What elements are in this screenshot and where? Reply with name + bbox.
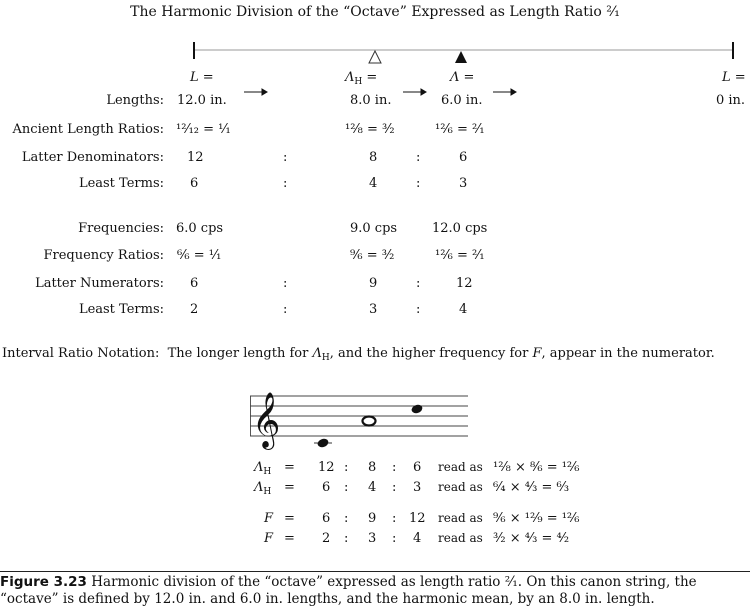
ratio-cell: = bbox=[362, 70, 378, 85]
length-value-3: 6.0 in. bbox=[441, 93, 483, 108]
ratio-cell: L = bbox=[190, 70, 214, 85]
ratio-cell: : bbox=[392, 511, 397, 526]
colon: : bbox=[416, 302, 421, 317]
ancient-ratio-1: ¹²⁄₁₂ = ¹⁄₁ bbox=[176, 122, 231, 137]
colon: : bbox=[283, 150, 288, 165]
treble-clef-icon: 𝄞 bbox=[252, 392, 281, 448]
frequency-2: 9.0 cps bbox=[350, 221, 398, 236]
ratio-cell: 2 bbox=[322, 531, 331, 546]
figure-number: Figure 3.23 bbox=[0, 574, 87, 590]
ratio-cell: : bbox=[344, 480, 349, 495]
least-term-2: 3 bbox=[369, 302, 378, 317]
ratio-cell: : bbox=[392, 531, 397, 546]
figure-caption bbox=[0, 574, 746, 608]
frequency-1: 6.0 cps bbox=[176, 221, 224, 236]
music-staff bbox=[250, 390, 470, 456]
ratio-cell: : bbox=[392, 480, 397, 495]
ratio-cell: : bbox=[344, 511, 349, 526]
latter-denominator-3: 6 bbox=[459, 150, 468, 165]
frequency-3: 12.0 cps bbox=[432, 221, 488, 236]
least-term-2: 4 bbox=[369, 176, 378, 191]
ratio-cell: H bbox=[263, 467, 272, 477]
ratio-cell: 8 bbox=[368, 460, 377, 475]
interval-ratio-notation bbox=[2, 346, 715, 361]
frequency-ratio-1: ⁶⁄₆ = ¹⁄₁ bbox=[177, 248, 222, 263]
frequency-ratio-2: ⁹⁄₆ = ³⁄₂ bbox=[350, 248, 395, 263]
ratio-cell: : bbox=[392, 460, 397, 475]
ratio-cell: ³⁄₂ × ⁴⁄₃ = ⁴⁄₂ bbox=[493, 531, 570, 546]
ratio-cell: F bbox=[264, 531, 274, 546]
latter-denominators-label: Latter Denominators: bbox=[21, 150, 164, 165]
ratio-cell: ⁹⁄₆ × ¹²⁄₉ = ¹²⁄₆ bbox=[493, 511, 580, 526]
latter-numerator-2: 9 bbox=[369, 276, 378, 291]
ratio-cell: 12 bbox=[409, 511, 426, 526]
least-terms-label: Least Terms: bbox=[78, 176, 164, 191]
octave-filled-triangle-marker bbox=[455, 51, 467, 63]
ratio-cell: 9 bbox=[368, 511, 377, 526]
length-value-4: 0 in. bbox=[716, 93, 746, 108]
ratio-cell: Λ bbox=[345, 70, 355, 85]
ratio-row-symbol bbox=[264, 531, 273, 546]
ratio-cell: Λ bbox=[254, 480, 264, 495]
ratio-cell: read as bbox=[438, 460, 483, 474]
ratio-cell: : bbox=[344, 460, 349, 475]
least-terms-label: Least Terms: bbox=[78, 302, 164, 317]
lengths-label: Lengths: bbox=[106, 93, 164, 108]
ratio-cell: Λ bbox=[312, 346, 322, 361]
note-c-high bbox=[410, 403, 423, 414]
least-term-1: 6 bbox=[190, 176, 199, 191]
latter-numerator-1: 6 bbox=[190, 276, 199, 291]
length-value-1: 12.0 in. bbox=[177, 93, 227, 108]
ancient-ratios-label: Ancient Length Ratios: bbox=[12, 122, 164, 137]
frequency-ratios-label: Frequency Ratios: bbox=[43, 248, 164, 263]
caption-rule bbox=[0, 571, 750, 572]
ratio-cell: ⁶⁄₄ × ⁴⁄₃ = ⁶⁄₃ bbox=[493, 480, 570, 495]
ratio-cell: H bbox=[263, 487, 272, 497]
ratio-row-symbol bbox=[254, 460, 271, 475]
note-c bbox=[316, 437, 329, 448]
latter-denominator-1: 12 bbox=[187, 150, 204, 165]
ratio-cell: The longer length for bbox=[167, 346, 313, 361]
ratio-cell: 4 bbox=[413, 531, 422, 546]
notation-label: Interval Ratio Notation: bbox=[2, 346, 160, 361]
ratio-cell: = bbox=[284, 531, 295, 546]
ratio-cell: read as bbox=[438, 531, 483, 545]
ratio-cell: = bbox=[284, 480, 295, 495]
least-term-1: 2 bbox=[190, 302, 199, 317]
caption-text: Harmonic division of the “octave” expressed as length ratio ²⁄₁. On this canon string, the “octave” is defined by 12.0 in. and 6.0 in. lengths, and the harmonic mean, by an 8.0 in. length. bbox=[0, 574, 697, 607]
length-value-2: 8.0 in. bbox=[350, 93, 392, 108]
ratio-cell: 12 bbox=[318, 460, 335, 475]
harmonic-mean-open-triangle-marker bbox=[369, 51, 381, 63]
ratio-table bbox=[0, 460, 750, 550]
ratio-cell: read as bbox=[438, 511, 483, 525]
ratio-cell: 6 bbox=[322, 480, 331, 495]
colon: : bbox=[283, 302, 288, 317]
ratio-cell: = bbox=[284, 511, 295, 526]
least-term-3: 3 bbox=[459, 176, 468, 191]
ratio-cell: 6 bbox=[322, 511, 331, 526]
ratio-cell: H bbox=[321, 353, 330, 363]
colon: : bbox=[416, 150, 421, 165]
ratio-cell: L = bbox=[722, 70, 746, 85]
latter-numerators-label: Latter Numerators: bbox=[35, 276, 164, 291]
least-term-3: 4 bbox=[459, 302, 468, 317]
ratio-cell: ¹²⁄₈ × ⁸⁄₆ = ¹²⁄₆ bbox=[493, 460, 580, 475]
frequencies-label: Frequencies: bbox=[78, 221, 164, 236]
frequency-ratio-3: ¹²⁄₆ = ²⁄₁ bbox=[435, 248, 485, 263]
colon: : bbox=[416, 276, 421, 291]
marker-L-right bbox=[722, 70, 746, 85]
ratio-cell: 6 bbox=[413, 460, 422, 475]
ratio-row-symbol bbox=[254, 480, 271, 495]
colon: : bbox=[283, 276, 288, 291]
ancient-ratio-3: ¹²⁄₆ = ²⁄₁ bbox=[435, 122, 485, 137]
ratio-cell: read as bbox=[438, 480, 483, 494]
ratio-cell: F bbox=[532, 346, 542, 361]
ratio-cell: 3 bbox=[413, 480, 422, 495]
ratio-cell: , and the higher frequency for bbox=[329, 346, 533, 361]
ratio-cell: = bbox=[284, 460, 295, 475]
ancient-ratio-2: ¹²⁄₈ = ³⁄₂ bbox=[345, 122, 395, 137]
latter-denominator-2: 8 bbox=[369, 150, 378, 165]
ratio-row-symbol bbox=[264, 511, 273, 526]
marker-lambda-h bbox=[345, 70, 377, 85]
latter-numerator-3: 12 bbox=[456, 276, 473, 291]
ratio-cell: 4 bbox=[368, 480, 377, 495]
colon: : bbox=[416, 176, 421, 191]
note-f-whole bbox=[363, 417, 376, 426]
figure-title: The Harmonic Division of the “Octave” Expressed as Length Ratio ²⁄₁ bbox=[130, 4, 620, 20]
marker-lambda bbox=[450, 70, 474, 85]
ratio-cell: , appear in the numerator. bbox=[541, 346, 715, 361]
ratio-cell: : bbox=[344, 531, 349, 546]
marker-L-left bbox=[190, 70, 214, 85]
ratio-cell: H bbox=[354, 77, 363, 87]
ratio-cell: 3 bbox=[368, 531, 377, 546]
ratio-cell: Λ = bbox=[450, 70, 475, 85]
ratio-cell: F bbox=[264, 511, 274, 526]
colon: : bbox=[283, 176, 288, 191]
ratio-cell: Λ bbox=[254, 460, 264, 475]
